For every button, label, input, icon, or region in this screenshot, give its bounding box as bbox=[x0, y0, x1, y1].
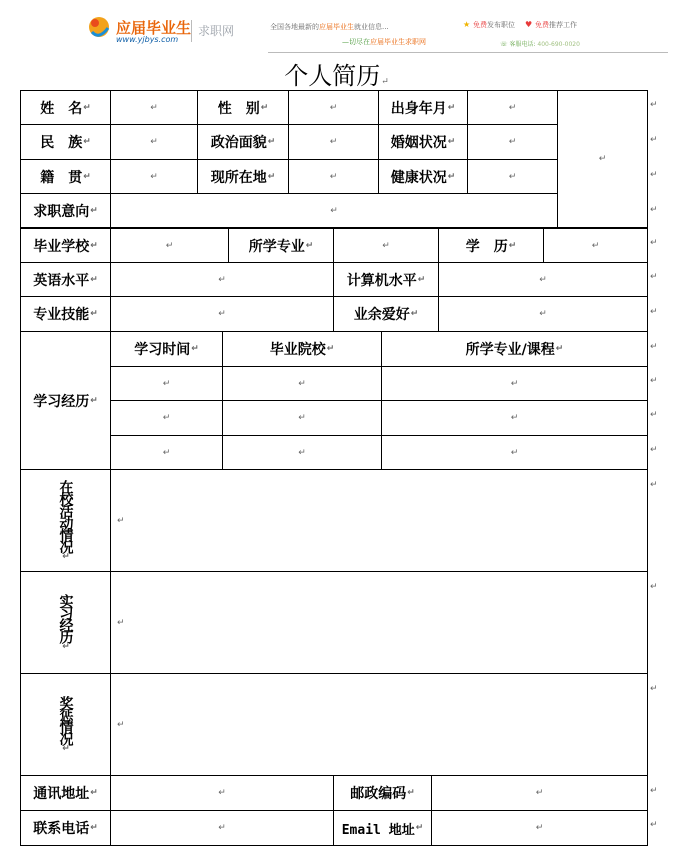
field-english[interactable]: ↵ bbox=[110, 262, 334, 297]
major-course-2[interactable]: ↵ bbox=[381, 400, 648, 436]
row-end-marker: ↵ bbox=[650, 342, 658, 352]
heart-icon: ♥ bbox=[525, 20, 533, 29]
grad-school-3[interactable]: ↵ bbox=[222, 435, 382, 470]
field-email[interactable]: ↵ bbox=[431, 810, 648, 846]
phone-icon: ☏ bbox=[500, 41, 508, 48]
label-internship: 实习经历 ↵ bbox=[20, 571, 111, 674]
major-course-3[interactable]: ↵ bbox=[381, 435, 648, 470]
label-campus-activities: 在校活动情况 ↵ bbox=[20, 469, 111, 572]
logo-text[interactable]: 应届毕业生 bbox=[116, 19, 192, 37]
logo-url: www.yjbys.com bbox=[116, 35, 179, 44]
row-end-marker: ↵ bbox=[650, 480, 658, 490]
label-email: Email 地址 ↵ bbox=[333, 810, 432, 846]
field-health[interactable]: ↵ bbox=[467, 159, 558, 194]
field-birth[interactable]: ↵ bbox=[467, 90, 558, 125]
row-end-marker: ↵ bbox=[650, 238, 658, 248]
header-major-course: 所学专业/课程 ↵ bbox=[381, 331, 648, 367]
header-study-time: 学习时间 ↵ bbox=[110, 331, 223, 367]
field-postcode[interactable]: ↵ bbox=[431, 775, 648, 811]
post-job-button[interactable]: ★ 免费发布职位 bbox=[463, 20, 515, 29]
field-name[interactable]: ↵ bbox=[110, 90, 198, 125]
label-name: 姓 名 ↵ bbox=[20, 90, 111, 125]
header-slogan-secondary: —切尽在应届毕业生求职网 bbox=[342, 38, 426, 46]
field-address[interactable]: ↵ bbox=[110, 775, 334, 811]
field-computer[interactable]: ↵ bbox=[438, 262, 648, 297]
field-internship[interactable]: ↵ bbox=[110, 571, 648, 674]
study-time-2[interactable]: ↵ bbox=[110, 400, 223, 436]
row-end-marker: ↵ bbox=[650, 445, 658, 455]
field-campus-activities[interactable]: ↵ bbox=[110, 469, 648, 572]
row-end-marker: ↵ bbox=[650, 582, 658, 592]
row-end-marker: ↵ bbox=[650, 272, 658, 282]
label-residence: 现所在地 ↵ bbox=[197, 159, 289, 194]
field-degree[interactable]: ↵ bbox=[543, 228, 648, 263]
label-marital: 婚姻状况 ↵ bbox=[378, 124, 468, 160]
label-native: 籍 贯 ↵ bbox=[20, 159, 111, 194]
label-ethnicity: 民 族 ↵ bbox=[20, 124, 111, 160]
field-awards[interactable]: ↵ bbox=[110, 673, 648, 776]
star-icon: ★ bbox=[463, 20, 471, 29]
label-skills: 专业技能 ↵ bbox=[20, 296, 111, 332]
field-skills[interactable]: ↵ bbox=[110, 296, 334, 332]
label-hobbies: 业余爱好 ↵ bbox=[333, 296, 439, 332]
photo-cell[interactable]: ↵ bbox=[557, 90, 648, 228]
page-title: 个人简历↵ bbox=[284, 62, 389, 90]
grad-school-1[interactable]: ↵ bbox=[222, 366, 382, 401]
study-time-1[interactable]: ↵ bbox=[110, 366, 223, 401]
field-major[interactable]: ↵ bbox=[333, 228, 439, 263]
field-ethnicity[interactable]: ↵ bbox=[110, 124, 198, 160]
recommend-job-button[interactable]: ♥ 免费推荐工作 bbox=[525, 20, 577, 29]
field-phone[interactable]: ↵ bbox=[110, 810, 334, 846]
label-politics: 政治面貌 ↵ bbox=[197, 124, 289, 160]
row-end-marker: ↵ bbox=[650, 135, 658, 145]
site-header-banner bbox=[80, 8, 592, 54]
label-awards: 奖惩情况 ↵ bbox=[20, 673, 111, 776]
row-end-marker: ↵ bbox=[650, 376, 658, 386]
logo-section-name: 求职网 bbox=[198, 24, 235, 38]
field-marital[interactable]: ↵ bbox=[467, 124, 558, 160]
field-residence[interactable]: ↵ bbox=[288, 159, 379, 194]
label-health: 健康状况 ↵ bbox=[378, 159, 468, 194]
row-end-marker: ↵ bbox=[650, 410, 658, 420]
logo-icon bbox=[86, 14, 112, 40]
row-end-marker: ↵ bbox=[650, 100, 658, 110]
label-gender: 性 别 ↵ bbox=[197, 90, 289, 125]
label-english: 英语水平 ↵ bbox=[20, 262, 111, 297]
label-phone: 联系电话 ↵ bbox=[20, 810, 111, 846]
row-end-marker: ↵ bbox=[650, 307, 658, 317]
field-gender[interactable]: ↵ bbox=[288, 90, 379, 125]
label-address: 通讯地址 ↵ bbox=[20, 775, 111, 811]
row-end-marker: ↵ bbox=[650, 684, 658, 694]
header-divider bbox=[268, 52, 668, 53]
major-course-1[interactable]: ↵ bbox=[381, 366, 648, 401]
label-birth: 出身年月 ↵ bbox=[378, 90, 468, 125]
label-computer: 计算机水平 ↵ bbox=[333, 262, 439, 297]
grad-school-2[interactable]: ↵ bbox=[222, 400, 382, 436]
header-slogan: 全国各地最新的应届毕业生就业信息... bbox=[270, 23, 389, 31]
study-time-3[interactable]: ↵ bbox=[110, 435, 223, 470]
field-politics[interactable]: ↵ bbox=[288, 124, 379, 160]
label-degree: 学 历 ↵ bbox=[438, 228, 544, 263]
label-school: 毕业学校 ↵ bbox=[20, 228, 111, 263]
customer-service-hotline: ☏ 客服电话: 400-690-0020 bbox=[500, 41, 580, 48]
row-end-marker: ↵ bbox=[650, 170, 658, 180]
label-postcode: 邮政编码 ↵ bbox=[333, 775, 432, 811]
header-grad-school: 毕业院校 ↵ bbox=[222, 331, 382, 367]
label-major: 所学专业 ↵ bbox=[228, 228, 334, 263]
label-job-intention: 求职意向 ↵ bbox=[20, 193, 111, 228]
row-end-marker: ↵ bbox=[650, 205, 658, 215]
field-hobbies[interactable]: ↵ bbox=[438, 296, 648, 332]
row-end-marker: ↵ bbox=[650, 820, 658, 830]
logo-divider bbox=[191, 20, 192, 42]
field-job-intention[interactable]: ↵ bbox=[110, 193, 558, 228]
row-end-marker: ↵ bbox=[650, 786, 658, 796]
field-school[interactable]: ↵ bbox=[110, 228, 229, 263]
label-study-history: 学习经历 ↵ bbox=[20, 331, 111, 470]
field-native[interactable]: ↵ bbox=[110, 159, 198, 194]
